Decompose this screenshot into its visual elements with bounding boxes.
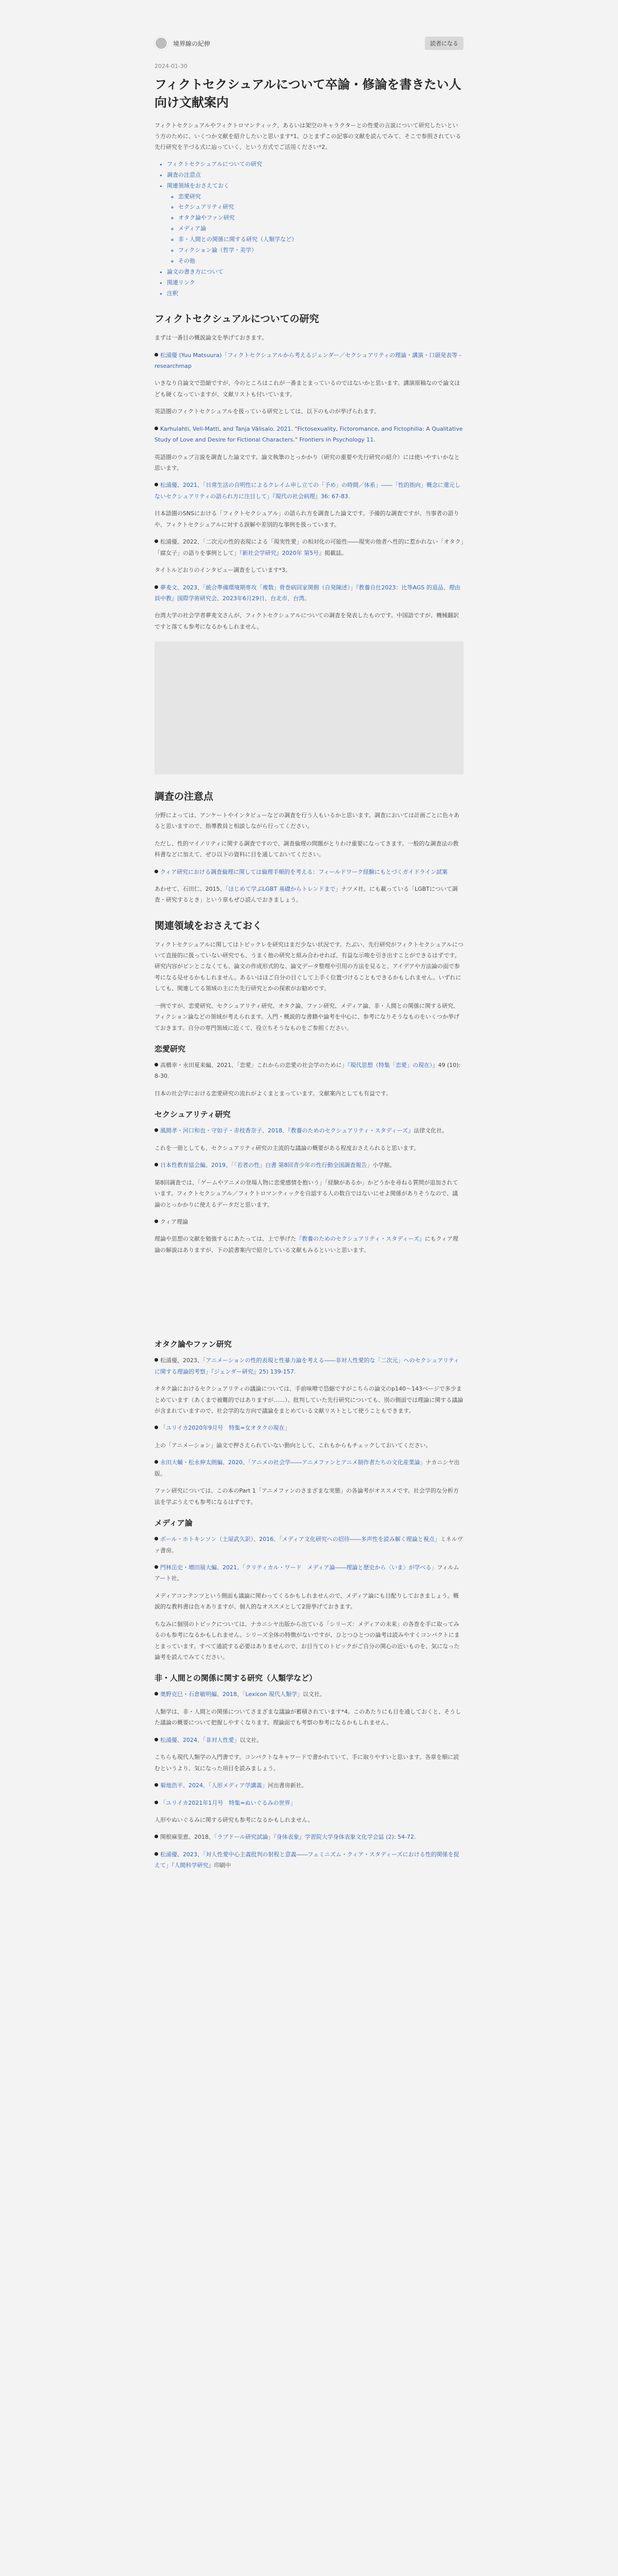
reference-link[interactable]: 風間孝・河口和也・守如子・赤枝香奈子、2018、『教養のためのセクシュアリティ・スタディーズ』	[160, 1127, 414, 1134]
section-heading: 調査の注意点	[154, 791, 214, 803]
reference-link[interactable]: 『現代思想（特集「恋愛」の現在）』	[347, 1062, 438, 1069]
paragraph: 英語圏のフィクトセクシュアルを扱っている研究としては、以下のものが挙げられます。	[154, 408, 380, 415]
subsection-heading: メディア論	[154, 1518, 193, 1528]
paragraph: フィクトセクシュアルに関してはトピックレを研究はまだ少ない状況です。たぶい、先行研究がフィクトセクシュアルについて直接的に扱っていない研究でも、うまく他の研究と組み合わせれば、有益な示唆を引き出すことができるはずです。研究内容がピンとこなくても、論文の作成形式的な、論文データ整理や引用の方法を見ると、アイデアや方法論の面で参考になる見せるかもしれません。あるいはほご自分の目ぐして上手く位置づけることもできるかもしれません。いずれにしても、関連してる領域の主にた先行研究とかの探索がお勧めです。	[154, 941, 464, 992]
bullet-icon	[154, 483, 158, 486]
bullet-icon	[154, 1835, 158, 1838]
reference-link[interactable]: 「ラブドール研究試論」『身体表象』学習院大学身体表象文化学会誌 (2): 54-72.	[214, 1834, 416, 1841]
reference: ボール・ホトキンソン（土屋武久訳）、2016、「メディア文化研究への招待――多声性を読み解く理論と視点」ミネルヴァ書房。	[154, 1536, 463, 1554]
reference: 門林岳史・増田展大編、2021、「クリティカル・ワード メディア論――理論と歴史から〈いま〉が学べる」フィルムアート社。	[154, 1564, 459, 1582]
embedded-content-placeholder[interactable]	[154, 641, 464, 774]
paragraph: ファン研究については、この本のPart 1「アニメファンのさまざまな実態」の各論考がオススメです。社会学的な分析方法を学ぶうえでも参考になるはずです。	[154, 1487, 459, 1505]
subsection-heading: セクシュアリティ研究	[154, 1110, 231, 1120]
reference-link[interactable]: 松浦優 (Yuu Matsuura)「フィクトセクシュアルから考えるジェンダー／セクシュアリティの理論・講演・口頭発表等 - researchmap	[154, 351, 461, 369]
reference-link[interactable]: 松浦優、2024、「非対人性愛」	[160, 1736, 240, 1743]
paragraph: これを一冊としても、セクシュアリティ研究の主流的な議論の概要がある程度おさえられると思います。	[154, 1144, 420, 1151]
reference	[154, 350, 464, 372]
reference	[154, 867, 464, 877]
reference-link[interactable]: 門林岳史・増田展大編、2021、「クリティカル・ワード メディア論――理論と歴史から〈いま〉が学べる」	[160, 1564, 437, 1571]
toc-subitem[interactable]: ◦ フィクション論（哲学・美学）	[178, 245, 464, 256]
reference-link[interactable]: ボール・ホトキンソン（土屋武久訳）、2016、「メディア文化研究への招待――多声性を読み解く理論と視点」	[160, 1536, 440, 1543]
post-date: 2024-01-30	[154, 63, 187, 70]
reference: 高橋幸・永田夏来編、2021、「恋愛」これからの恋愛の社会学のために」『現代思想（特集「恋愛」の現在）』49 (10): 8-30.	[154, 1062, 461, 1080]
subscribe-button[interactable]: 読者になる	[425, 37, 464, 50]
paragraph: まずは一番目の概説論文を挙げておきます。	[154, 334, 268, 342]
reference: 松浦優、2024、「非対人性愛」以文社。	[154, 1735, 464, 1745]
toc-subitem[interactable]: ◦ その他	[178, 256, 464, 267]
bullet-icon	[154, 1801, 158, 1804]
paragraph: 人形やぬいぐるみに関する研究も参考になるかもしれません。	[154, 1816, 314, 1823]
bullet-icon	[154, 1163, 158, 1166]
paragraph: 台湾大学の社会学者夢麦文さんが、フィクトセクシュアルについての調査を発表したものです。中国語ですが、機械翻訳ですと落ても参考になるかもしれません。	[154, 612, 459, 630]
bullet-icon	[154, 1219, 158, 1223]
reference: 松浦優、2023、「対人性愛中心主義批判の射程と意義――フェミニズム・クィア・スタディーズにおける性的関係を捉えて」『人間科学研究』印刷中	[154, 1851, 459, 1869]
toc-item[interactable]: • 関連領域をおさえておく ◦ 恋愛研究 ◦ セクシュアリティ研究 ◦ オタク論やファン研究 ◦ メディア論 ◦ 非・人間との関係に関する研究（人類学など） ◦ フィクション論（哲学・美学） ◦ その他	[167, 181, 464, 267]
queer-theory-label: クィア理論	[160, 1218, 188, 1225]
reference: 関根麻里恵、2018、「ラブドール研究試論」『身体表象』学習院大学身体表象文化学会誌 (2): 54-72.	[154, 1832, 464, 1842]
toc-item[interactable]: • フィクトセクシュアルについての研究	[167, 159, 464, 170]
toc-item[interactable]: • 調査の注意点	[167, 170, 464, 181]
reference-link[interactable]: 「アニメーションの性的表現と性暴力論を考える――非対人性愛的な「二次元」へのセクシュアリティに関する理論的考察」『ジェンダー研究』25) 139-157.	[154, 1357, 459, 1375]
reference	[154, 423, 464, 446]
paragraph: 理論や思想の文献を勉強するにあたっては、上で挙げた『教養のためのセクシュアリティ・スタディーズ』にもクィア理論の解説はありますが、下の読書案内で紹介している文献もみるといいと思います。	[154, 1235, 458, 1253]
table-of-contents	[154, 159, 464, 299]
paragraph: いきなり自論文で恐縮ですが、今のところはこれが一番まとまっているのではないかと思います。講演原稿なので論文ほども硬くなっていますが、文献リストも付いています。	[154, 380, 460, 398]
section-heading: フィクトセクシュアルについての研究	[154, 313, 319, 325]
paragraph: メディアコンテンツという側面も議論に関わってくるかもしれませんので、メディア論にも目配りしておきましょう。概説的な教科書は色々ありますが、個人的なオススメとして2冊挙げておきます。	[154, 1592, 459, 1611]
paragraph: 上の「アニメーション」論文で押さえられていない動向として、これもからもチェックしておいてください。	[154, 1442, 432, 1449]
reference-link[interactable]: 日本性教育協会編、2019、「「若者の性」白書 第8回青少年の性行動全国調査報告」	[160, 1162, 373, 1169]
toc-subitem[interactable]: ◦ オタク論やファン研究	[178, 213, 464, 224]
bullet-icon	[154, 427, 158, 430]
bullet-icon	[154, 585, 158, 589]
reference-link[interactable]: 松浦優、2021、「日常生活の自明性によるクレイム申し立ての「予め」の時間／体系」――「性的指向」概念に還元しないセクシュアリティの語られ方に注目して」『現代の社会病理』36: 67-83.	[154, 482, 460, 500]
toc-item[interactable]: • 注釈	[167, 289, 464, 299]
reference	[154, 480, 464, 502]
reference: 松浦優、2022、「二次元の性的表現による「現実性愛」の相対化の可能性――現実の他者へ性的に惹かれない「オタク」「腐女子」の語りを事例として」『新社会学研究』2020年 第5号』掲載誌。	[154, 538, 464, 556]
reference-link[interactable]: 「ユリイカ2020年9月号 特集=女オタクの現在」	[160, 1425, 290, 1432]
reference-link[interactable]: 『教養のためのセクシュアリティ・スタディーズ』	[296, 1235, 425, 1243]
paragraph: オタク論におけるセクシュアリティの議論については、手前味噌で恐縮ですがこちらの論文のp140〜143ページで多少まとめています（あくまで被難的ではありますが……）。批判していた先行研究についても、別の側面では理論に関する議論が含まれていますので、社会学的な方向で議論をまとめている文献リストとして使うこともできます。	[154, 1385, 464, 1415]
reference: 奥野克巳・石倉敏明編、2018、「Lexicon 現代人類学」以文社。	[154, 1689, 464, 1700]
bullet-icon	[154, 870, 158, 873]
reference-link[interactable]: 菊地浩平、2024、「人形メディア学講義」	[160, 1782, 268, 1789]
avatar[interactable]	[154, 37, 168, 50]
paragraph: ちなみに個別のトピックについては、ナカニシヤ出版から出ている「シリーズ：メディアの未来」の各巻を手に取ってみるのも参考になるかもしれません。シリーズ全体の特徴がないですが、ひとつひとつの論考は読みやすくコンパクトにまとまっています。すべて通読する必要はありませんので、お目当てのトピックがご自分の関心の近いものを、気になった論考を読んでみてください。	[154, 1620, 460, 1661]
paragraph: 人類学は、非・人間との関係についてさまざまな議論が蓄積されています*4。このあたりにも目を通しておくと、そうした議論の概要について把握しやすくなります。理論面でも考察の参考になるかもしれません。	[154, 1708, 461, 1726]
bullet-icon	[154, 1738, 158, 1741]
reference-link[interactable]: 『新社会学研究』2020年 第5号』	[239, 549, 324, 556]
bullet-icon	[154, 1358, 158, 1362]
subsection-heading: 恋愛研究	[154, 1044, 186, 1054]
blank-space	[154, 1262, 464, 1329]
reference-link[interactable]: クィア研究における調査倫理に関しては倫理手順的を考える：フィールドワーク経験にもとづくガイドライン試案	[160, 868, 448, 875]
paragraph: あわせて、石田仁、2015、「ほじめて学ぶLGBT 基礎からトレンドまで」ナツメ社。にも載っている「LGBTについて調査・研究するとき」という章もぜひ読んでおきましょう。	[154, 886, 458, 904]
toc-item[interactable]: • 関連リンク	[167, 278, 464, 289]
paragraph: 英語圏のウェブ言説を調査した論文です。論文執筆のとっかかり（研究の重要や先行研究の紹介）には使いやすいかなと思います。	[154, 453, 460, 472]
reference	[154, 1422, 464, 1433]
paragraph: ただし、性的マイノリティに関する調査ですので、調査倫理の問題がとりわけ重要になってきます。一般的な調査法の教科書などに加えて、ぜひ以下の資料に目を通しておいてください。	[154, 840, 459, 858]
bullet-icon	[154, 1852, 158, 1856]
toc-subitem[interactable]: ◦ メディア論	[178, 224, 464, 234]
bullet-icon	[154, 1426, 158, 1429]
reference: 永田大輔・松永伸太朗編、2020、「アニメの社会学――アニメファンとアニメ制作者たちの文化産業論」ナカニシヤ出版。	[154, 1459, 460, 1477]
bullet-icon	[154, 1565, 158, 1569]
subsection-heading: 非・人間との関係に関する研究（人類学など）	[154, 1673, 317, 1683]
intro-paragraph: フィクトセクシュアルやフィクトロマンティック、あるいは架空のキャラクターとの性愛の言説について研究したいという方のために、いくつか文献を紹介したいと思います*1。ひとまずこの記事の文献を読んでみて、そこで参照されている先行研究を芋づる式に辿っていく、という方式でご活用ください*2。	[154, 122, 461, 151]
paragraph: 日本語圏のSNSにおける「フィクトセクシュアル」の語られ方を調査した論文です。予備的な調査ですが、当事者の語りや、フィクトセクシュアルに対する誤解や差別的な事例を扱っています。	[154, 510, 459, 528]
reference-link[interactable]: 永田大輔・松永伸太朗編、2020、「アニメの社会学――アニメファンとアニメ制作者たちの文化産業論」	[160, 1459, 426, 1466]
toc-item[interactable]: • 論文の書き方について	[167, 267, 464, 278]
reference-link[interactable]: 夢麦文、2023、「統合準備環境期専攻「複数」骨巻病回家関側（自発陳述）」『教養自仕2023：比等AGS 的退品、理由員中教』国際学術研究会、2023年6月29日、台北市、台湾。	[154, 584, 460, 602]
paragraph: 分野によっては、アンケートやインタビューなどの調査を行う人もいるかと思います。調査においては計画ごとに色々あると思いますので、指導教員と相談しながら行ってください。	[154, 811, 460, 830]
paragraph: タイトルどおりのインタビュー調査をしています*3。	[154, 567, 291, 574]
toc-subitem[interactable]: ◦ 非・人間との関係に関する研究（人類学など）	[178, 234, 464, 245]
bullet-icon	[154, 1783, 158, 1787]
bullet-icon	[154, 1063, 158, 1066]
paragraph: 日本の社会学における恋愛研究の流れがよくまとまっています。文献案内としても有益です。	[154, 1090, 392, 1097]
paragraph: 一例ですが、恋愛研究、セクシュアリティ研究、オタク論、ファン研究、メディア論、非・人間との関係に関する研究、フィクション論などの領域が考えられます。入門・概説的な書籍や論考を中心に、参考になりそうなものをいくつか挙げておきます。自分の専門領域に近くて、役立ちそうなものをご参照ください。	[154, 1002, 460, 1031]
reference-link[interactable]: 「ほじめて学ぶLGBT 基礎からトレンドまで」	[225, 886, 341, 893]
reference-link[interactable]: Karhulahti, Veli-Matti, and Tanja Välisalo. 2021. "Fictosexuality, Fictoromance, and Fictophilia: A Qualitative Study of Love and Desire for Fictional Characters." Frontiers in Psychology 11.	[154, 425, 463, 444]
section-heading: 関連領域をおさえておく	[154, 920, 263, 931]
article-title: フィクトセクシュアルについて卒論・修論を書きたい人向け文献案内	[154, 77, 461, 110]
bullet-icon	[154, 1537, 158, 1540]
reference: 風間孝・河口和也・守如子・赤枝香奈子、2018、『教養のためのセクシュアリティ・スタディーズ』法律文化社。	[154, 1125, 464, 1136]
reference-link[interactable]: 「ユリイカ2021年1月号 特集=ぬいぐるみの世界」	[160, 1799, 296, 1806]
toc-subitem[interactable]: ◦ セクシュアリティ研究	[178, 202, 464, 213]
reference-link[interactable]: 松浦優、2023、「対人性愛中心主義批判の射程と意義――フェミニズム・クィア・スタディーズにおける性的関係を捉えて」『人間科学研究』	[154, 1851, 459, 1869]
bullet-icon	[154, 1460, 158, 1464]
subsection-heading: オタク論やファン研究	[154, 1340, 232, 1349]
toc-subitem[interactable]: ◦ 恋愛研究	[178, 192, 464, 202]
reference: 日本性教育協会編、2019、「「若者の性」白書 第8回青少年の性行動全国調査報告」小学館。	[154, 1160, 464, 1171]
bullet-icon	[154, 1692, 158, 1696]
blog-header	[154, 33, 464, 54]
reference: 松浦優、2023、「アニメーションの性的表現と性暴力論を考える――非対人性愛的な「二次元」へのセクシュアリティに関する理論的考察」『ジェンダー研究』25) 139-157.	[154, 1357, 459, 1375]
reference-link[interactable]: 奥野克巳・石倉敏明編、2018、「Lexicon 現代人類学」	[160, 1691, 303, 1698]
reference	[154, 582, 464, 604]
paragraph: こちらも現代人類学の入門書です。コンパクトなキャワードで書かれていて、手に取りやすいと思います。各章を順に読むというより、気になった項目を読みましょう。	[154, 1754, 459, 1772]
reference	[154, 1798, 464, 1808]
bullet-icon	[154, 353, 158, 357]
article	[154, 63, 464, 1877]
reference	[154, 1216, 464, 1227]
bullet-icon	[154, 539, 158, 543]
reference: 菊地浩平、2024、「人形メディア学講義」河出書房新社。	[154, 1780, 464, 1791]
blog-name[interactable]: 境界線の紀伸	[173, 40, 211, 47]
bullet-icon	[154, 1128, 158, 1132]
paragraph: 第8回調査では、「ゲームやアニメの登場人物に恋愛感情を抱いう」「経験があるか」かどうかを尋ねる質問が追加されています。フィクトセクシュアル／フィクトロマンティックを自認する人の数自ではないにせよ関係がありそうなので、議論のとっかかりに使えるデータだと思います。	[154, 1179, 458, 1208]
